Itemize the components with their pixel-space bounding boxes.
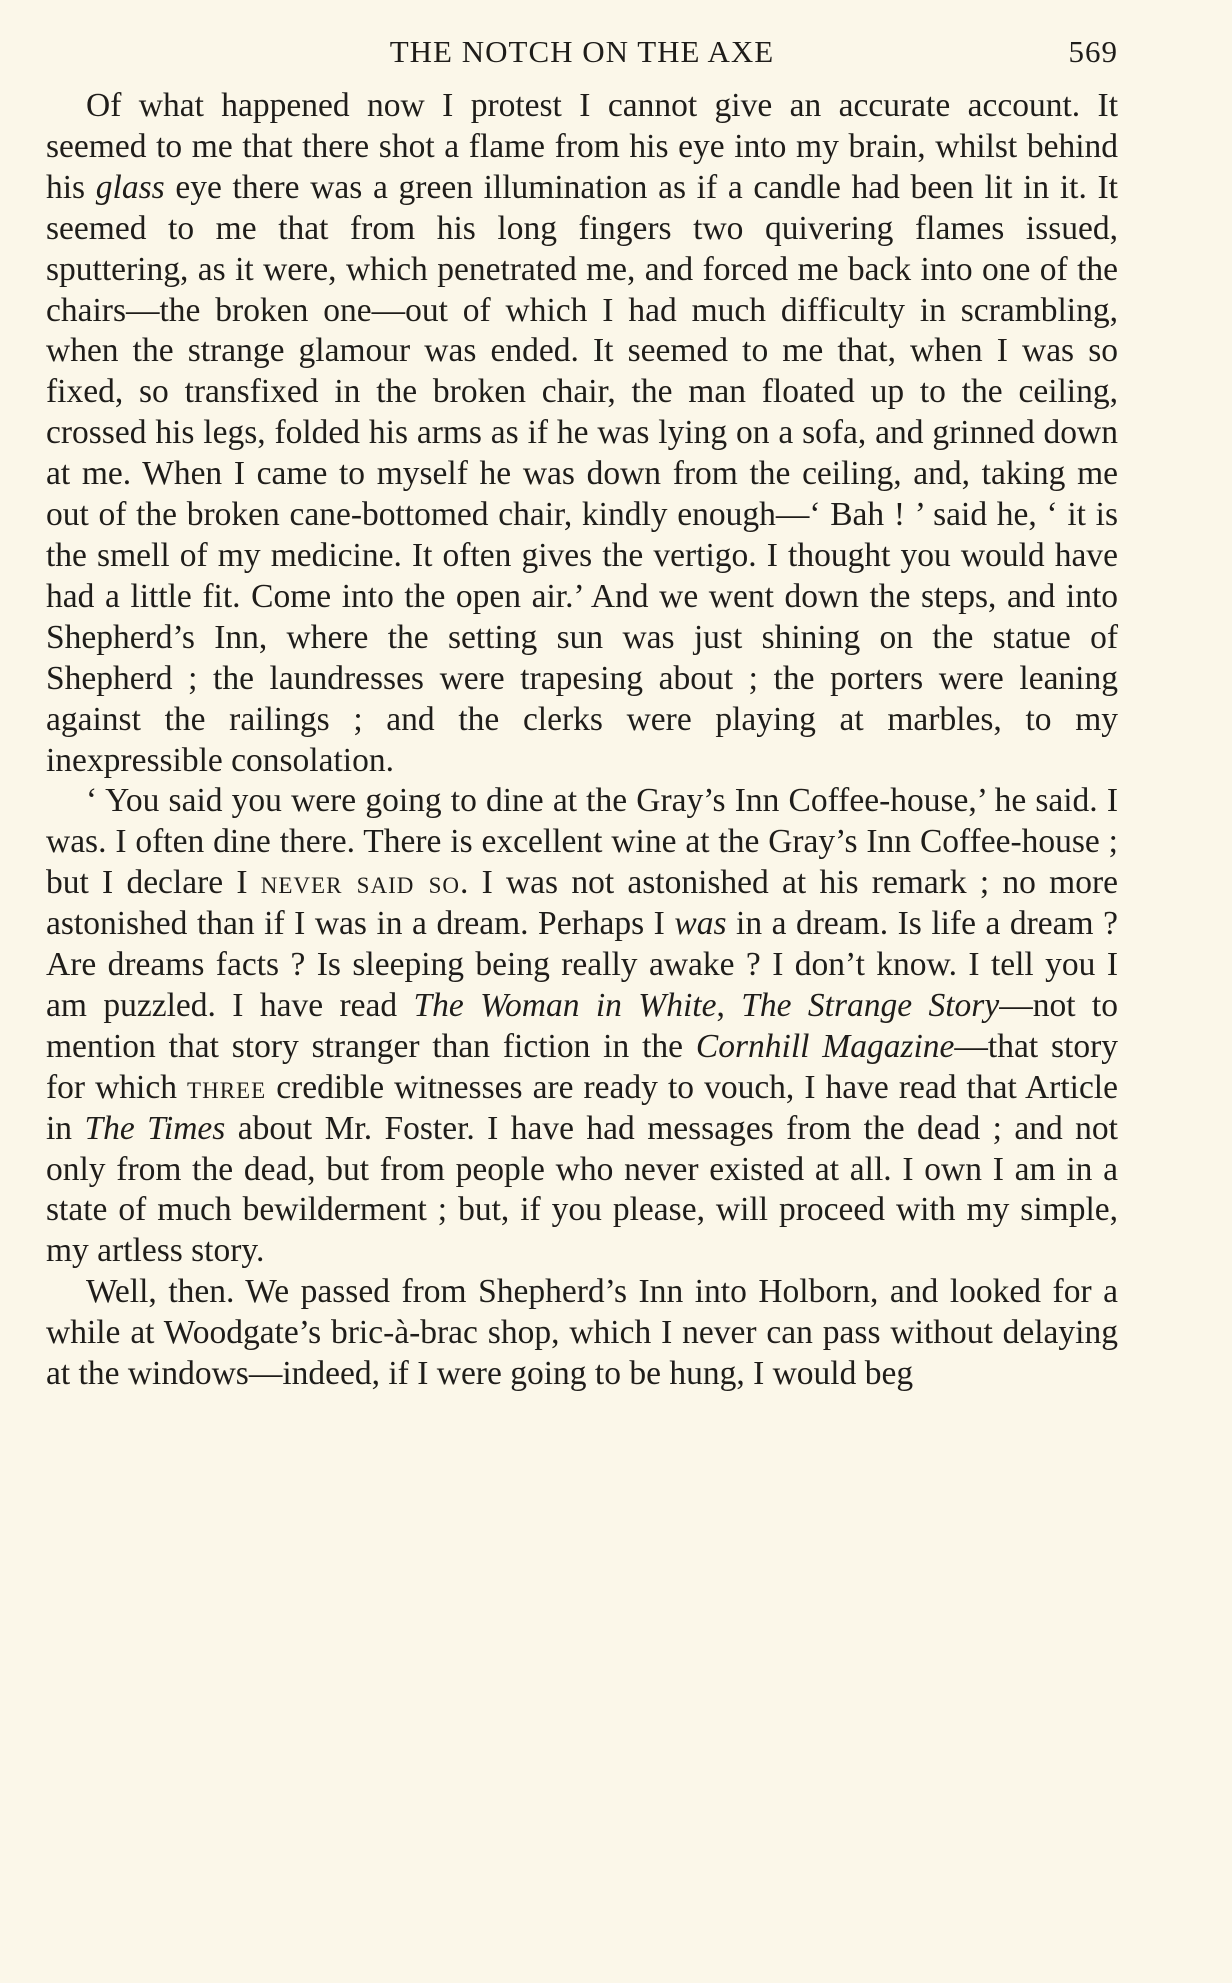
text-run: about Mr. Foster. I have had messages from the dead ; and not only from the dead, but from people who never existed at all. I own I am in a state of much bewilderment ; but, if you please, will proceed with my simple, my artless story.	[46, 1109, 1118, 1270]
text-run: never said so	[260, 864, 460, 902]
paragraph-2	[46, 781, 1118, 1272]
text-run: —that story for which	[46, 1027, 1118, 1106]
text-run: glass	[95, 168, 165, 206]
text-run: —not to mention that story stranger than fiction in the	[46, 986, 1118, 1065]
page-number: 569	[1068, 34, 1118, 69]
text-run: was	[674, 905, 727, 943]
text-run: credible witnesses are ready to vouch, I have read that Article in	[46, 1068, 1118, 1147]
text-run: ,	[716, 986, 742, 1024]
text-run: ‘ You said you were going to dine at the Gray’s Inn Coffee-house,’ he said. I was. I often dine there. There is excellent wine at the Gray’s Inn Coffee-house ; but I declare I	[46, 782, 1118, 902]
text-run: Well, then. We passed from Shepherd’s Inn into Holborn, and looked for a while at Woodgate’s bric-à-brac shop, which I never can pass without delaying at the windows—indeed, if I were going to be hung, I would beg	[46, 1273, 1118, 1393]
text-run: The Woman in White	[413, 986, 717, 1024]
text-run: eye there was a green illumination as if a candle had been lit in it. It seemed to me that from his long fingers two quivering flames issued, sputtering, as it were, which penetrated me, and forced me back into one of the chairs—the broken one—out of which I had much difficulty in scrambling, when the strange glamour was ended. It seemed to me that, when I was so fixed, so transfixed in the broken chair, the man floated up to the ceiling, crossed his legs, folded his arms as if he was lying on a sofa, and grinned down at me. When I came to myself he was down from the ceiling, and, taking me out of the broken cane-bottomed chair, kindly enough—‘ Bah ! ’ said he, ‘ it is the smell of my medicine. It often gives the vertigo. I thought you would have had a little fit. Come into the open air.’ And we went down the steps, and into Shepherd’s Inn, where the setting sun was just shining on the statue of Shepherd ; the laundresses were trapesing about ; the porters were leaning against the railings ; and the clerks were playing at marbles, to my inexpressible consolation.	[46, 168, 1118, 779]
text-run: in a dream. Is life a dream ? Are dreams facts ? Is sleeping being really awake ? I don’t know. I tell you I am puzzled. I have read	[46, 905, 1118, 1024]
running-title: THE NOTCH ON THE AXE	[389, 34, 775, 69]
page-header	[46, 30, 1118, 78]
text-run: . I was not astonished at his remark ; no more astonished than if I was in a dream. Perhaps I	[46, 864, 1118, 943]
text-run: The Strange Story	[741, 986, 1000, 1024]
paragraph-3	[46, 1272, 1118, 1395]
body-text	[46, 86, 1118, 1395]
book-page	[46, 30, 1118, 1395]
text-run: Of what happened now I protest I cannot give an accurate account. It seemed to me that there shot a flame from his eye into my brain, whilst behind his	[46, 87, 1118, 206]
paragraph-1	[46, 86, 1118, 781]
text-run: three	[187, 1068, 267, 1106]
text-run: Cornhill Magazine	[695, 1027, 955, 1065]
text-run: The Times	[84, 1109, 226, 1147]
